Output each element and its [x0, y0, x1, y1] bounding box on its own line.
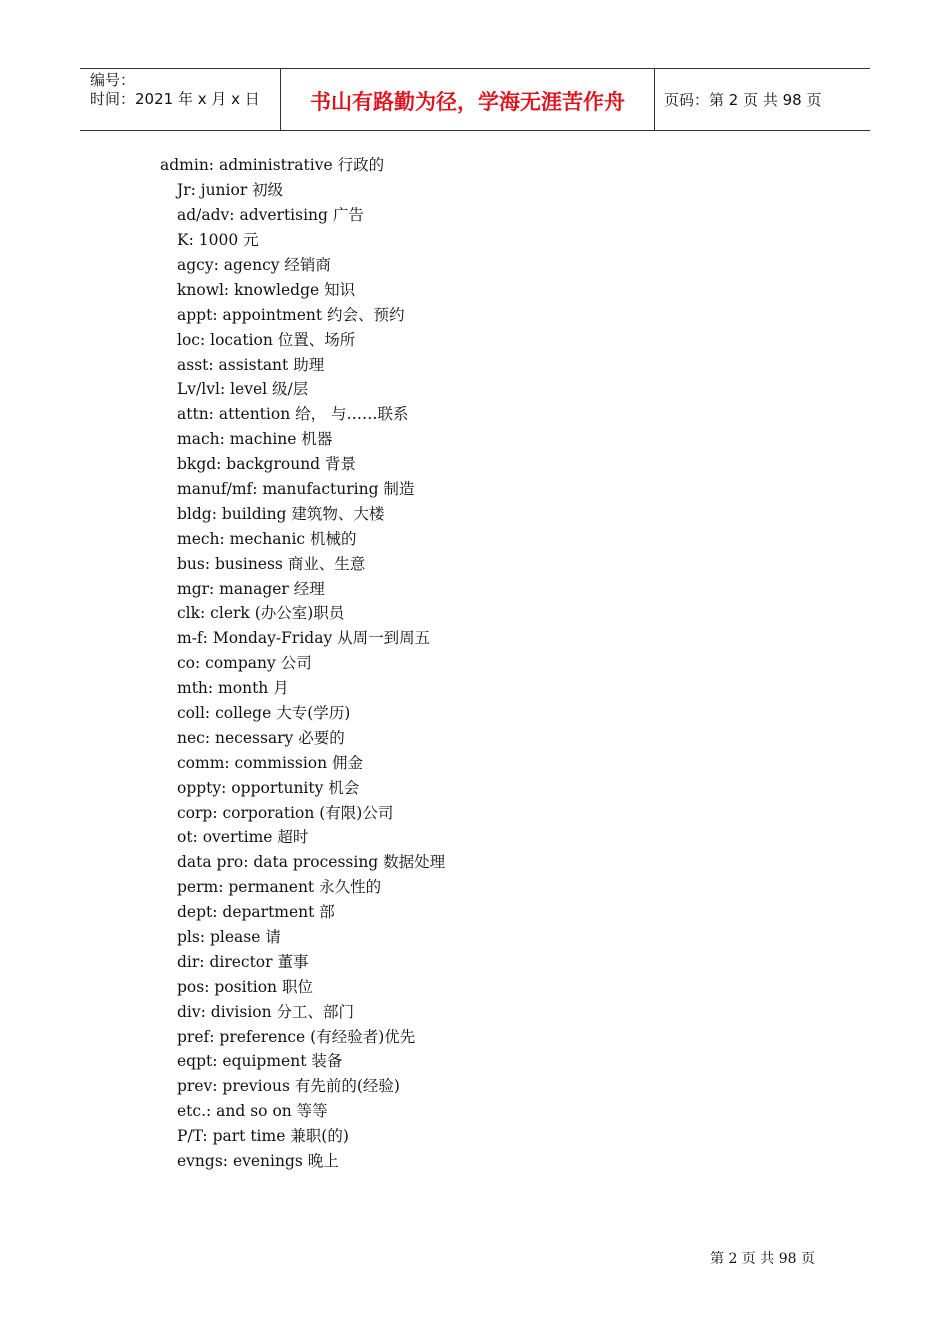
list-item: Lv/lvl: level 级/层 [177, 380, 309, 398]
header-page-label: 页码：第 2 页 共 98 页 [664, 91, 822, 109]
list-item: appt: appointment 约会、预约 [177, 306, 405, 324]
list-item: manuf/mf: manufacturing 制造 [177, 480, 415, 498]
list-item: dept: department 部 [177, 903, 335, 921]
list-item: corp: corporation (有限)公司 [177, 804, 394, 822]
list-item: co: company 公司 [177, 654, 312, 672]
header-motto: 书山有路勤为径，学海无涯苦作舟 [281, 69, 655, 130]
list-item: admin: administrative 行政的 [160, 156, 385, 174]
list-item: K: 1000 元 [177, 231, 259, 249]
list-item: ad/adv: advertising 广告 [177, 206, 364, 224]
list-item: Jr: junior 初级 [177, 181, 284, 199]
list-item: mth: month 月 [177, 679, 289, 697]
list-item: attn: attention 给， 与……联系 [177, 405, 409, 423]
list-item: loc: location 位置、场所 [177, 331, 356, 349]
list-item: evngs: evenings 晚上 [177, 1152, 339, 1170]
list-item: mgr: manager 经理 [177, 580, 325, 598]
list-item: coll: college 大专(学历) [177, 704, 351, 722]
list-item: nec: necessary 必要的 [177, 729, 345, 747]
list-item: mach: machine 机器 [177, 430, 333, 448]
time-label: 时间：2021 年 x 月 x 日 [90, 90, 260, 108]
list-item: dir: director 董事 [177, 953, 309, 971]
list-item: data pro: data processing 数据处理 [177, 853, 446, 871]
list-item: div: division 分工、部门 [177, 1003, 355, 1021]
list-item: perm: permanent 永久性的 [177, 878, 382, 896]
list-item: mech: mechanic 机械的 [177, 530, 357, 548]
number-label: 编号： [90, 71, 136, 89]
list-item: oppty: opportunity 机会 [177, 779, 360, 797]
list-item: pos: position 职位 [177, 978, 313, 996]
list-item: knowl: knowledge 知识 [177, 281, 356, 299]
list-item: P/T: part time 兼职(的) [177, 1127, 349, 1145]
page-footer: 第 2 页 共 98 页 [710, 1251, 815, 1267]
list-item: asst: assistant 助理 [177, 356, 325, 374]
list-item: comm: commission 佣金 [177, 754, 364, 772]
list-item: m-f: Monday-Friday 从周一到周五 [177, 629, 431, 647]
page-header [80, 68, 870, 131]
list-item: bkgd: background 背景 [177, 455, 357, 473]
list-item: agcy: agency 经销商 [177, 256, 331, 274]
list-item: etc.: and so on 等等 [177, 1102, 328, 1120]
header-meta [80, 69, 281, 130]
list-item: clk: clerk (办公室)职员 [177, 604, 345, 622]
list-item: eqpt: equipment 装备 [177, 1052, 343, 1070]
list-item: ot: overtime 超时 [177, 828, 309, 846]
list-item: pref: preference (有经验者)优先 [177, 1028, 416, 1046]
list-item: pls: please 请 [177, 928, 281, 946]
list-item: bldg: building 建筑物、大楼 [177, 505, 385, 523]
list-item: bus: business 商业、生意 [177, 555, 366, 573]
list-item: prev: previous 有先前的(经验) [177, 1077, 400, 1095]
